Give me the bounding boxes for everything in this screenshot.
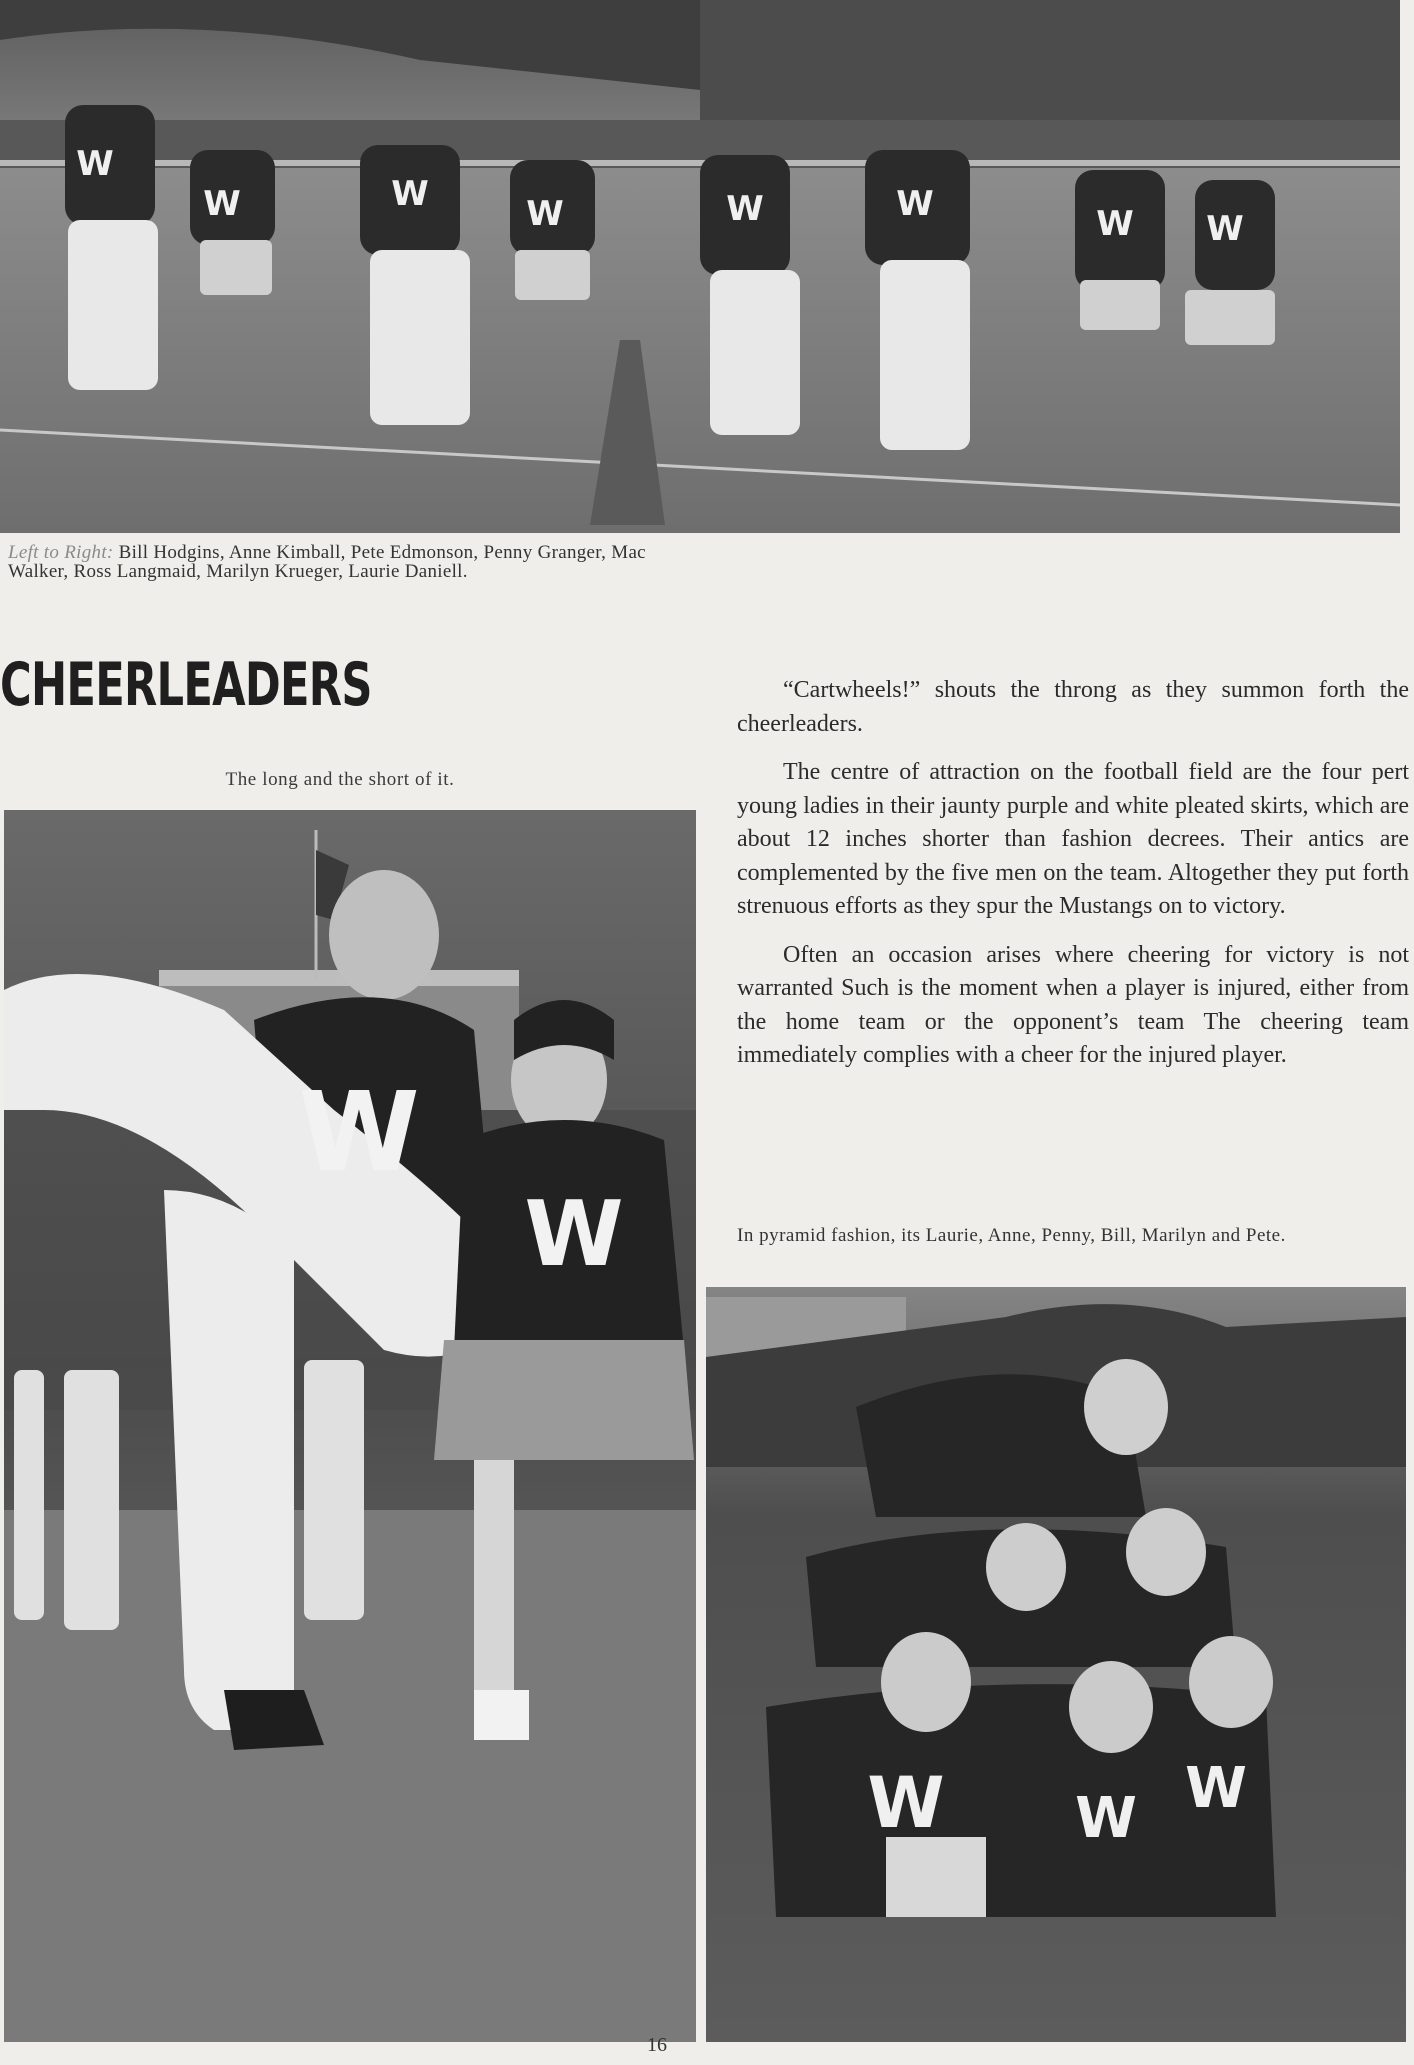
article-body: [737, 674, 1409, 1088]
sweater-letter: W: [1075, 1786, 1137, 1851]
top-photo-caption: [8, 543, 688, 581]
sweater-letter: W: [896, 184, 934, 224]
sweater-letter: W: [526, 194, 564, 234]
photo-human-pyramid: [706, 1287, 1406, 2042]
sweater-letter: W: [76, 144, 114, 184]
caption-lead: Left to Right:: [8, 542, 114, 563]
sweater-letter: W: [524, 1182, 624, 1287]
sweater-letter: W: [726, 189, 764, 229]
page-title: CHEERLEADERS: [0, 650, 372, 720]
sweater-letter: W: [203, 184, 241, 224]
sweater-letter: W: [1096, 204, 1134, 244]
pyramid-photo-caption: In pyramid fashion, its Laurie, Anne, Penny, Bill, Marilyn and Pete.: [737, 1225, 1286, 1246]
paragraph: The centre of attraction on the football field are the four pert young ladies in their jaunty purple and white pleated skirts, which are about 12 inches shorter than fashion decrees. Their antics are complemented by the five men on the team. Altogether they put forth strenuous efforts as they spur the Mustangs on to victory.: [737, 759, 1409, 919]
photo-cheerleaders-line: [0, 0, 1400, 533]
caption-names: Bill Hodgins, Anne Kimball, Pete Edmonson, Penny Granger, Mac Walker, Ross Langmaid, Marilyn Krueger, Laurie Daniell.: [8, 542, 646, 582]
paragraph: “Cartwheels!” shouts the throng as they summon forth the cheerleaders.: [737, 677, 1409, 737]
sweater-letter: W: [298, 1068, 420, 1196]
sweater-letter: W: [1185, 1756, 1247, 1821]
photo-high-kick: [4, 810, 696, 2042]
sweater-letter: W: [391, 174, 429, 214]
sweater-letter: W: [1206, 209, 1244, 249]
paragraph: Often an occasion arises where cheering for victory is not warranted Such is the moment when a player is injured, either from the home team or the opponent’s team The cheering team immediately complies with a cheer for the injured player.: [737, 941, 1409, 1068]
sweater-letter: W: [867, 1762, 945, 1844]
kick-photo-caption: The long and the short of it.: [225, 769, 455, 790]
page-number: 16: [647, 2034, 667, 2056]
